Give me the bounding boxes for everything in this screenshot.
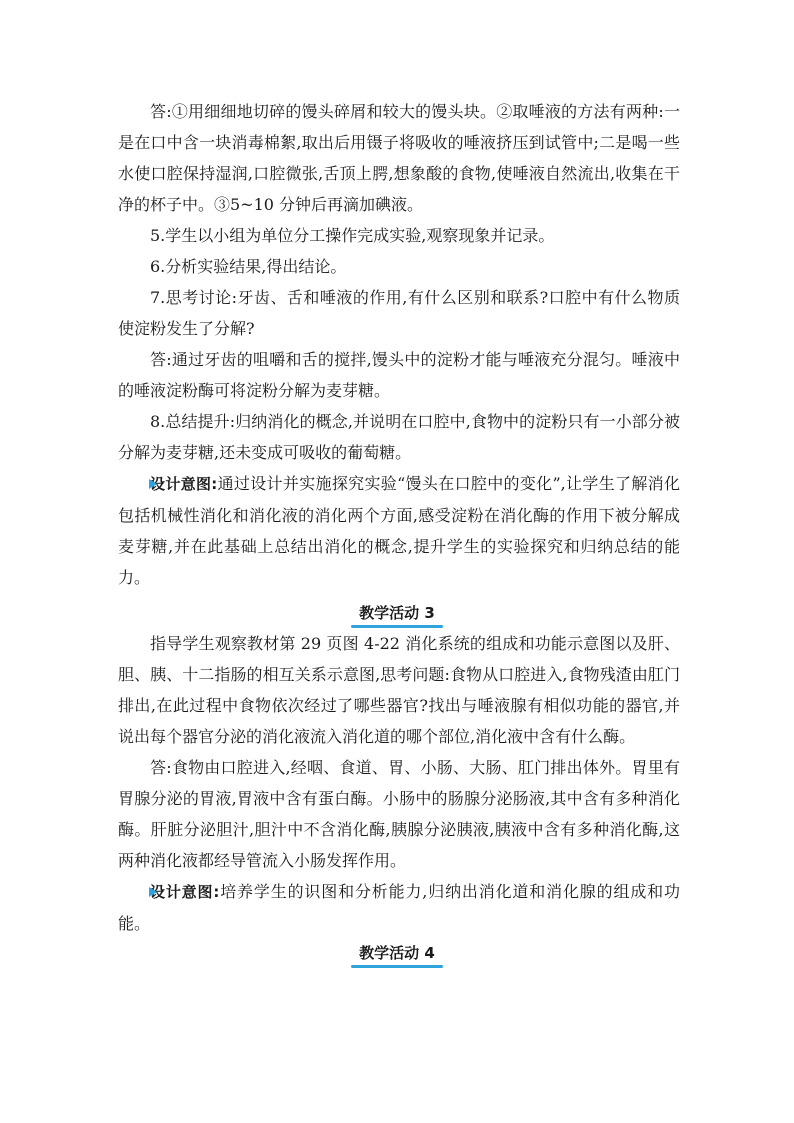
activity-3-instruction: 指导学生观察教材第 29 页图 4-22 消化系统的组成和功能示意图以及肝、胆、胰、十二指肠的相互关系示意图,思考问题:食物从口腔进入,食物残渣由肛门排出,在此过程中食物依次经过了哪些器官?找出与唾液腺有相似功能的器官,并说出每个器官分泌的消化液流入消化道的哪个部位,消化液中含有什么酶。 [118, 634, 680, 746]
step-8-paragraph: 8.总结提升:归纳消化的概念,并说明在口腔中,食物中的淀粉只有一小部分被分解为麦芽糖,还未变成可吸收的葡萄糖。 [118, 412, 680, 462]
design-intent-paragraph-1 [118, 468, 680, 593]
activity-3-answer: 答:食物由口腔进入,经咽、食道、胃、小肠、大肠、肛门排出体外。胃里有胃腺分泌的胃液,胃液中含有蛋白酶。小肠中的肠腺分泌肠液,其中含有多种消化酶。肝脏分泌胆汁,胆汁中不含消化酶,胰腺分泌胰液,胰液中含有多种消化酶,这两种消化液都经导管流入小肠发挥作用。 [118, 758, 680, 870]
design-intent-paragraph-2 [118, 876, 680, 939]
design-intent-label: 设计意图: [150, 475, 218, 493]
activity-4-heading [0, 942, 794, 966]
answer-paragraph-2: 答:通过牙齿的咀嚼和舌的搅拌,馒头中的淀粉才能与唾液充分混匀。唾液中的唾液淀粉酶可将淀粉分解为麦芽糖。 [118, 350, 680, 400]
triangle-marker-icon [149, 887, 157, 897]
activity-3-heading [0, 602, 794, 626]
step-5-paragraph: 5.学生以小组为单位分工操作完成实验,观察现象并记录。 [150, 226, 555, 245]
heading-underline [351, 965, 443, 968]
activity-2-continued [118, 96, 680, 593]
answer-paragraph-1: 答:①用细细地切碎的馒头碎屑和较大的馒头块。②取唾液的方法有两种:一是在口中含一块消毒棉絮,取出后用镊子将吸收的唾液挤压到试管中;二是喝一些水使口腔保持湿润,口腔微张,舌顶上腭,想象酸的食物,使唾液自然流出,收集在干净的杯子中。③5~10 分钟后再滴加碘液。 [118, 102, 680, 214]
design-intent-text: 培养学生的识图和分析能力,归纳出消化道和消化腺的组成和功能。 [118, 882, 681, 933]
triangle-marker-icon [149, 479, 157, 489]
activity-3-title: 教学活动 3 [359, 604, 435, 622]
design-intent-text: 通过设计并实施探究实验“馒头在口腔中的变化”,让学生了解消化包括机械性消化和消化液的消化两个方面,感受淀粉在消化酶的作用下被分解成麦芽糖,并在此基础上总结出消化的概念,提升学生的实验探究和归纳总结的能力。 [118, 474, 680, 587]
activity-3-body [118, 628, 680, 939]
activity-4-title: 教学活动 4 [359, 944, 435, 962]
design-intent-label: 设计意图: [150, 883, 220, 901]
step-7-paragraph: 7.思考讨论:牙齿、舌和唾液的作用,有什么区别和联系?口腔中有什么物质使淀粉发生了分解? [118, 288, 680, 338]
step-6-paragraph: 6.分析实验结果,得出结论。 [150, 257, 347, 276]
